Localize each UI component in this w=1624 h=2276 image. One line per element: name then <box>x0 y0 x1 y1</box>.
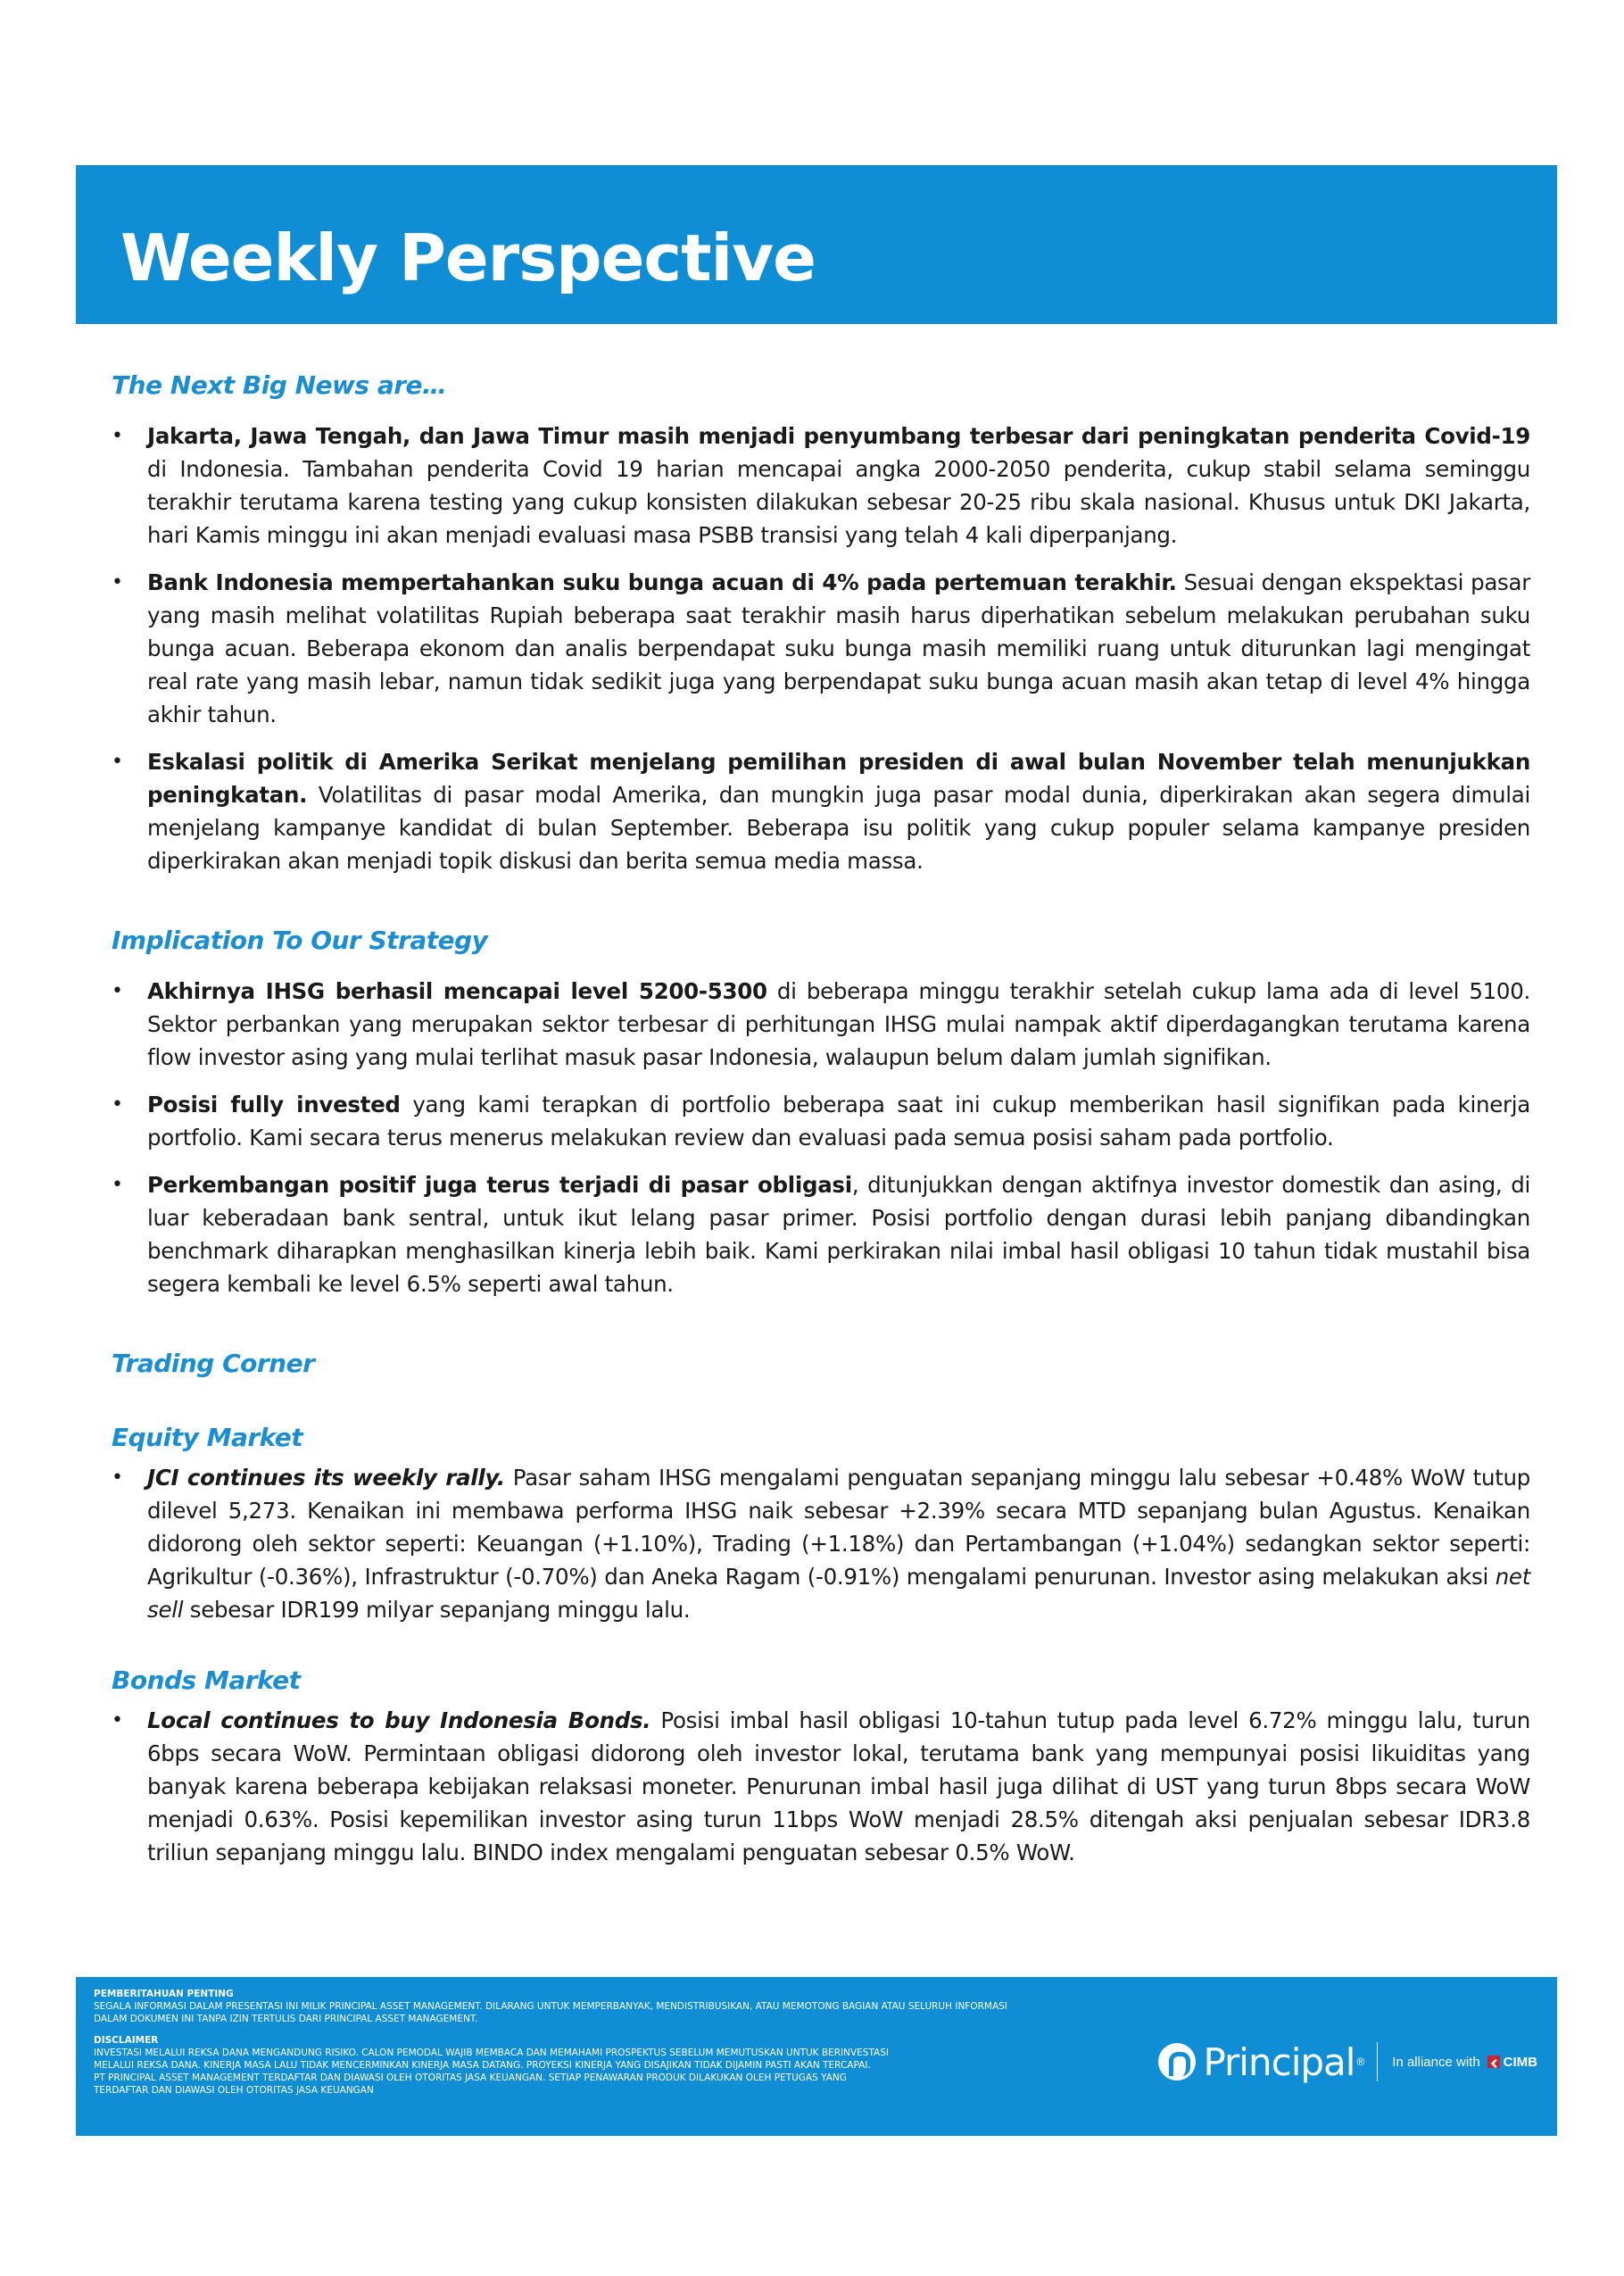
partner-name: CIMB <box>1503 2054 1537 2070</box>
main-content <box>112 370 1530 1883</box>
next-big-news-list <box>112 419 1530 877</box>
list-item <box>112 566 1530 731</box>
alliance-text: In alliance with <box>1392 2054 1480 2070</box>
item-body: di Indonesia. Tambahan penderita Covid 19 harian mencapai angka 2000-2050 penderita, cukup stabil selama seminggu terakhir terutama karena testing yang cukup konsisten dilakukan sebesar 20-25 ribu skala nasional. Khusus untuk DKI Jakarta, hari Kamis minggu ini akan menjadi evaluasi masa PSBB transisi yang telah 4 kali diperpanjang. <box>147 456 1530 548</box>
section-heading-equity-market: Equity Market <box>112 1423 303 1452</box>
list-item <box>112 1704 1530 1869</box>
item-lead: Perkembangan positif juga terus terjadi di pasar obligasi <box>147 1172 852 1198</box>
list-item <box>112 1461 1530 1626</box>
principal-logo-icon <box>1158 2043 1196 2081</box>
disclaimer-line: INVESTASI MELALUI REKSA DANA MENGANDUNG RISIKO. CALON PEMODAL WAJIB MEMBACA DAN MEMAHAMI PROSPEKTUS SEBELUM MEMUTUSKAN UNTUK BERINVESTASI <box>94 2048 889 2058</box>
notice-line: DALAM DOKUMEN INI TANPA IZIN TERTULIS DARI PRINCIPAL ASSET MANAGEMENT. <box>94 2014 478 2024</box>
item-body-end: sebesar IDR199 milyar sepanjang minggu lalu. <box>183 1597 691 1623</box>
item-body: Volatilitas di pasar modal Amerika, dan mungkin juga pasar modal dunia, diperkirakan akan segera dimulai menjelang kampanye kandidat di bulan September. Beberapa isu politik yang cukup populer selama kampanye presiden diperkirakan akan menjadi topik diskusi dan berita semua media massa. <box>147 782 1530 874</box>
item-body: Posisi imbal hasil obligasi 10-tahun tutup pada level 6.72% minggu lalu, turun 6bps secara WoW. Permintaan obligasi didorong oleh investor lokal, terutama bank yang mempunyai posisi likuiditas yang banyak karena beberapa kebijakan relaksasi moneter. Penurunan imbal hasil juga dilihat di UST yang turun 8bps secara WoW menjadi 0.63%. Posisi kepemilikan investor asing turun 11bps WoW menjadi 28.5% ditengah aksi penjualan sebesar IDR3.8 triliun sepanjang minggu lalu. BINDO index mengalami penguatan sebesar 0.5% WoW. <box>147 1707 1531 1865</box>
spacer <box>112 1641 1530 1665</box>
cimb-logo-icon <box>1487 2056 1500 2068</box>
item-lead: Local continues to buy Indonesia Bonds. <box>147 1707 651 1733</box>
list-item <box>112 1168 1530 1300</box>
notice-line: SEGALA INFORMASI DALAM PRESENTASI INI MILIK PRINCIPAL ASSET MANAGEMENT. DILARANG UNTUK MEMPERBANYAK, MENDISTRIBUSIKAN, ATAU MEMOTONG BAGIAN ATAU SELURUH INFORMASI <box>94 2001 1007 2012</box>
section-heading-implication: Implication To Our Strategy <box>112 926 488 955</box>
item-italic-term: net sell <box>147 1564 1530 1623</box>
spacer <box>94 2025 1182 2034</box>
spacer <box>112 1398 1530 1423</box>
item-body: yang kami terapkan di portfolio beberapa saat ini cukup memberikan hasil signifikan pada kinerja portfolio. Kami secara terus menerus melakukan review dan evaluasi pada semua posisi saham pada portfolio. <box>147 1092 1530 1150</box>
item-lead: Akhirnya IHSG berhasil mencapai level 5200-5300 <box>147 978 767 1004</box>
footer-legal-text <box>94 1988 1182 2097</box>
section-heading-bonds-market: Bonds Market <box>112 1665 301 1695</box>
brand-logo <box>1158 2039 1537 2084</box>
section-heading-trading-corner: Trading Corner <box>112 1349 315 1378</box>
bonds-market-list <box>112 1704 1530 1869</box>
registered-mark: ® <box>1356 2056 1365 2068</box>
list-item <box>112 975 1530 1074</box>
item-lead: Jakarta, Jawa Tengah, dan Jawa Timur masih menjadi penyumbang terbesar dari peningkatan penderita Covid-19 <box>147 423 1530 449</box>
spacer <box>112 892 1530 926</box>
item-lead: Posisi fully invested <box>147 1092 401 1117</box>
list-item <box>112 745 1530 877</box>
item-lead: Bank Indonesia mempertahankan suku bunga acuan di 4% pada pertemuan terakhir. <box>147 569 1177 595</box>
item-body: Sesuai dengan ekspektasi pasar yang masih melihat volatilitas Rupiah beberapa saat terakhir masih harus diperhatikan sebelum melakukan perubahan suku bunga acuan. Beberapa ekonom dan analis berpendapat suku bunga masih memiliki ruang untuk diturunkan lagi mengingat real rate yang masih lebar, namun tidak sedikit juga yang berpendapat suku bunga acuan masih akan tetap di level 4% hingga akhir tahun. <box>147 569 1531 727</box>
item-body: di beberapa minggu terakhir setelah cukup lama ada di level 5100. Sektor perbankan yang merupakan sektor terbesar di perhitungan IHSG mulai nampak aktif diperdagangkan terutama karena flow investor asing yang mulai terlihat masuk pasar Indonesia, walaupun belum dalam jumlah signifikan. <box>147 978 1530 1070</box>
disclaimer-line: PT PRINCIPAL ASSET MANAGEMENT TERDAFTAR DAN DIAWASI OLEH OTORITAS JASA KEUANGAN. SETIAP PENAWARAN PRODUK DILAKUKAN OLEH PETUGAS YANG <box>94 2072 847 2083</box>
item-lead: JCI continues its weekly rally. <box>147 1465 505 1491</box>
footer-banner <box>76 1977 1557 2136</box>
page-title: Weekly Perspective <box>120 220 816 295</box>
brand-divider <box>1377 2042 1378 2081</box>
spacer <box>112 1315 1530 1349</box>
disclaimer-line: TERDAFTAR DAN DIAWASI OLEH OTORITAS JASA KEUANGAN <box>94 2085 374 2096</box>
header-banner <box>76 165 1557 324</box>
list-item <box>112 419 1530 552</box>
brand-name: Principal <box>1203 2039 1355 2084</box>
equity-market-list <box>112 1461 1530 1626</box>
item-lead: Eskalasi politik di Amerika Serikat menjelang pemilihan presiden di awal bulan November telah menunjukkan peningkatan. <box>147 749 1530 808</box>
disclaimer-heading: DISCLAIMER <box>94 2035 159 2046</box>
item-body: , ditunjukkan dengan aktifnya investor domestik dan asing, di luar keberadaan bank sentral, untuk ikut lelang pasar primer. Posisi portfolio dengan durasi lebih panjang dibandingkan benchmark diharapkan menghasilkan kinerja lebih baik. Kami perkirakan nilai imbal hasil obligasi 10 tahun tidak mustahil bisa segera kembali ke level 6.5% seperti awal tahun. <box>147 1172 1531 1297</box>
list-item <box>112 1088 1530 1154</box>
implication-list <box>112 975 1530 1300</box>
section-heading-next-big-news: The Next Big News are… <box>112 370 447 400</box>
item-body: Pasar saham IHSG mengalami penguatan sepanjang minggu lalu sebesar +0.48% WoW tutup dilevel 5,273. Kenaikan ini membawa performa IHSG naik sebesar +2.39% secara MTD sepanjang bulan Agustus. Kenaikan didorong oleh sektor seperti: Keuangan (+1.10%), Trading (+1.18%) dan Pertambangan (+1.04%) sedangkan sektor seperti: Agrikultur (-0.36%), Infrastruktur (-0.70%) dan Aneka Ragam (-0.91%) mengalami penurunan. Investor asing melakukan aksi <box>147 1465 1530 1590</box>
notice-heading: PEMBERITAHUAN PENTING <box>94 1989 234 1999</box>
disclaimer-line: MELALUI REKSA DANA. KINERJA MASA LALU TIDAK MENCERMINKAN KINERJA MASA DATANG. PROYEKSI KINERJA YANG DISAJIKAN TIDAK DIJAMIN PASTI AKAN TERCAPAI. <box>94 2060 871 2071</box>
